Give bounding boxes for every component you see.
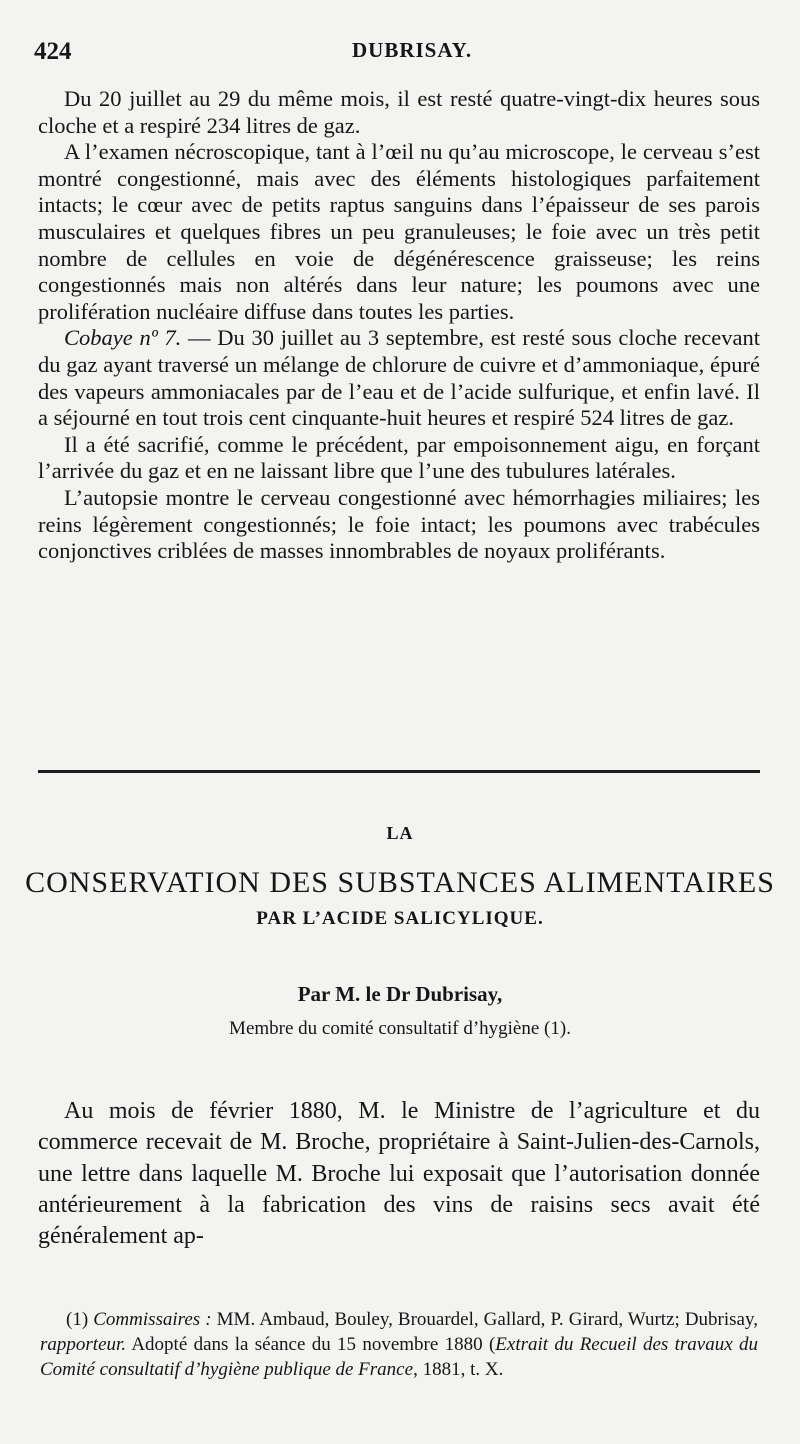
section-previous-text <box>38 86 760 565</box>
specimen-label: Cobaye nº 7. <box>64 325 182 351</box>
paragraph <box>38 325 760 431</box>
article-author: Par M. le Dr Dubrisay, <box>297 982 503 1006</box>
paragraph: Du 20 juillet au 29 du même mois, il est resté quatre-vingt-dix heures sous cloche et a respiré 234 litres de gaz. <box>38 86 760 138</box>
page-header <box>34 38 754 74</box>
paragraph: Il a été sacrifié, comme le précédent, par empoisonnement aigu, en forçant l’arrivée du gaz et en ne laissant libre que l’une des tubulures latérales. <box>38 431 760 484</box>
section-divider <box>38 770 760 773</box>
article-body <box>38 1096 760 1252</box>
paragraph-text: — Du 30 juillet au 3 septembre, est resté sous cloche recevant du gaz ayant traversé un mélange de chlorure de cuivre et d’ammoniaque, épuré des vapeurs ammoniacales par de l’eau et de l’acide sulfurique, et enfin lavé. Il a séjourné en tout trois cent cinquante-huit heures et respiré 524 litres de gaz. <box>38 325 760 431</box>
footnote <box>40 1307 758 1382</box>
author-affiliation: Membre du comité consultatif d’hygiène (1). <box>229 1018 571 1039</box>
article-kicker: LA <box>386 823 414 843</box>
paragraph: A l’examen nécroscopique, tant à l’œil nu qu’au microscope, le cerveau s’est montré congestionné, mais avec des éléments histologiques parfaitement intacts; le cœur avec de petits raptus sanguins dans l’épaisseur de ses parois musculaires et quelques fibres un peu granuleuses; le foie avec un très petit nombre de cellules en voie de dégénérescence graisseuse; les reins congestionnés mais non altérés dans leur nature; les poumons avec une prolifération nucléaire diffuse dans toutes les parties. <box>38 139 760 324</box>
footnote-end: , 1881, t. X. <box>413 1359 504 1380</box>
footnote-rapporteur: rapporteur. <box>40 1334 127 1355</box>
paragraph: Au mois de février 1880, M. le Ministre de l’agriculture et du commerce recevait de M. Broche, propriétaire à Saint-Julien-des-Carnols, une lettre dans laquelle M. Broche lui exposait que l’autorisation donnée antérieurement à la fabrication des vins de raisins secs avait été généralement ap- <box>38 1098 760 1250</box>
footnote-adopted: Adopté dans la séance du 15 novembre 1880 ( <box>126 1334 496 1355</box>
page-number: 424 <box>34 38 72 65</box>
article-title: CONSERVATION DES SUBSTANCES ALIMENTAIRES <box>25 866 775 899</box>
footnote-number: (1) <box>66 1309 89 1330</box>
article-subtitle: PAR L’ACIDE SALICYLIQUE. <box>256 908 544 929</box>
footnote-text <box>40 1307 758 1382</box>
footnote-source: Extrait du Recueil des travaux du Comité consultatif d’hygiène publique de France <box>40 1334 758 1380</box>
paragraph: L’autopsie montre le cerveau congestionné avec hémorrhagies miliaires; les reins légèrement congestionnés; le foie intact; les poumons avec trabécules conjonctives criblées de masses innombrables de noyaux proliférants. <box>38 484 760 564</box>
running-title: DUBRISAY. <box>352 38 473 62</box>
footnote-names: MM. Ambaud, Bouley, Brouardel, Gallard, P. Girard, Wurtz; Dubrisay, <box>211 1309 759 1330</box>
footnote-label: Commissaires : <box>93 1309 212 1330</box>
